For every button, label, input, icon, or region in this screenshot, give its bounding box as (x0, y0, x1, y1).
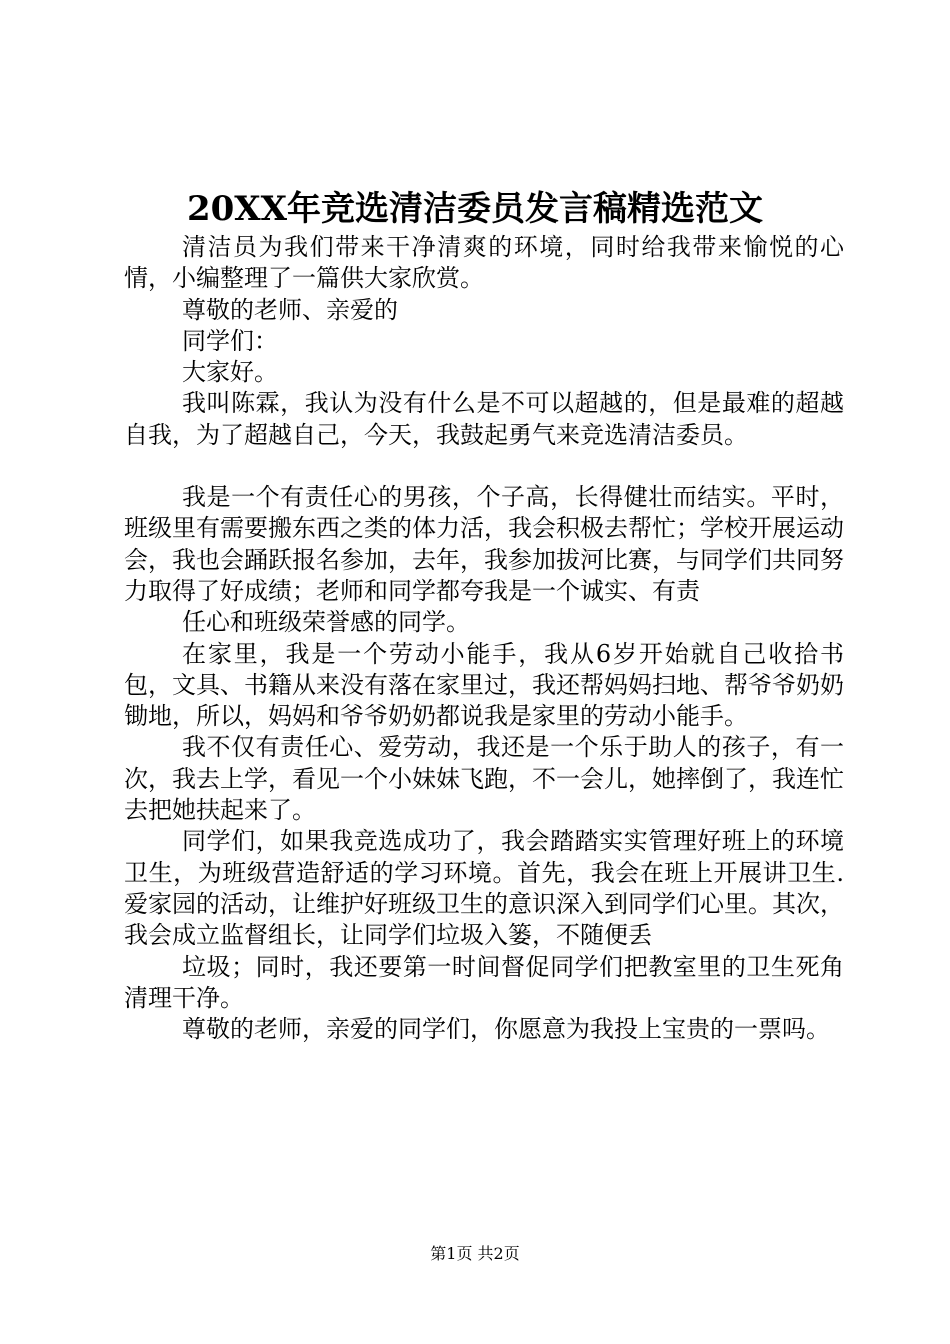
paragraph-home: 在家里，我是一个劳动小能手，我从6岁开始就自己收拾书包，文具、书籍从来没有落在家里过，我还帮妈妈扫地、帮爷爷奶奶锄地，所以，妈妈和爷爷奶奶都说我是家里的劳动小能手。 (124, 639, 844, 731)
paragraph-helpful: 我不仅有责任心、爱劳动，我还是一个乐于助人的孩子，有一次，我去上学，看见一个小妹妹飞跑，不一会儿，她摔倒了，我连忙去把她扶起来了。 (124, 733, 844, 825)
paragraph-plan: 同学们，如果我竞选成功了，我会踏踏实实管理好班上的环境卫生，为班级营造舒适的学习环境。首先，我会在班上开展讲卫生.爱家园的活动，让维护好班级卫生的意识深入到同学们心里。其次，我会成立监督组长，让同学们垃圾入篓，不随便丢 (124, 827, 844, 950)
page-number-footer: 第1页 共2页 (430, 1244, 520, 1263)
paragraph-self-intro: 我叫陈霖，我认为没有什么是不可以超越的，但是最难的超越自我，为了超越自己，今天，我鼓起勇气来竞选清洁委员。 (124, 389, 844, 449)
paragraph-responsibility-cont: 任心和班级荣誉感的同学。 (182, 608, 470, 637)
paragraph-greeting: 大家好。 (182, 358, 278, 387)
paragraph-salutation-1: 尊敬的老师、亲爱的 (182, 295, 398, 324)
document-body (124, 232, 844, 1045)
paragraph-closing: 尊敬的老师，亲爱的同学们，你愿意为我投上宝贵的一票吗。 (182, 1015, 830, 1044)
paragraph-responsibility: 我是一个有责任心的男孩，个子高，长得健壮而结实。平时，班级里有需要搬东西之类的体力活，我会积极去帮忙；学校开展运动会，我也会踊跃报名参加，去年，我参加拔河比赛，与同学们共同努力取得了好成绩；老师和同学都夸我是一个诚实、有责 (124, 483, 844, 605)
paragraph-salutation-2: 同学们： (182, 326, 278, 355)
paragraph-plan-cont: 垃圾；同时，我还要第一时间督促同学们把教室里的卫生死角清理干净。 (124, 952, 844, 1012)
document-title: 20XX年竞选清洁委员发言稿精选范文 (186, 189, 764, 229)
paragraph-intro: 清洁员为我们带来干净清爽的环境，同时给我带来愉悦的心情，小编整理了一篇供大家欣赏。 (124, 233, 844, 293)
